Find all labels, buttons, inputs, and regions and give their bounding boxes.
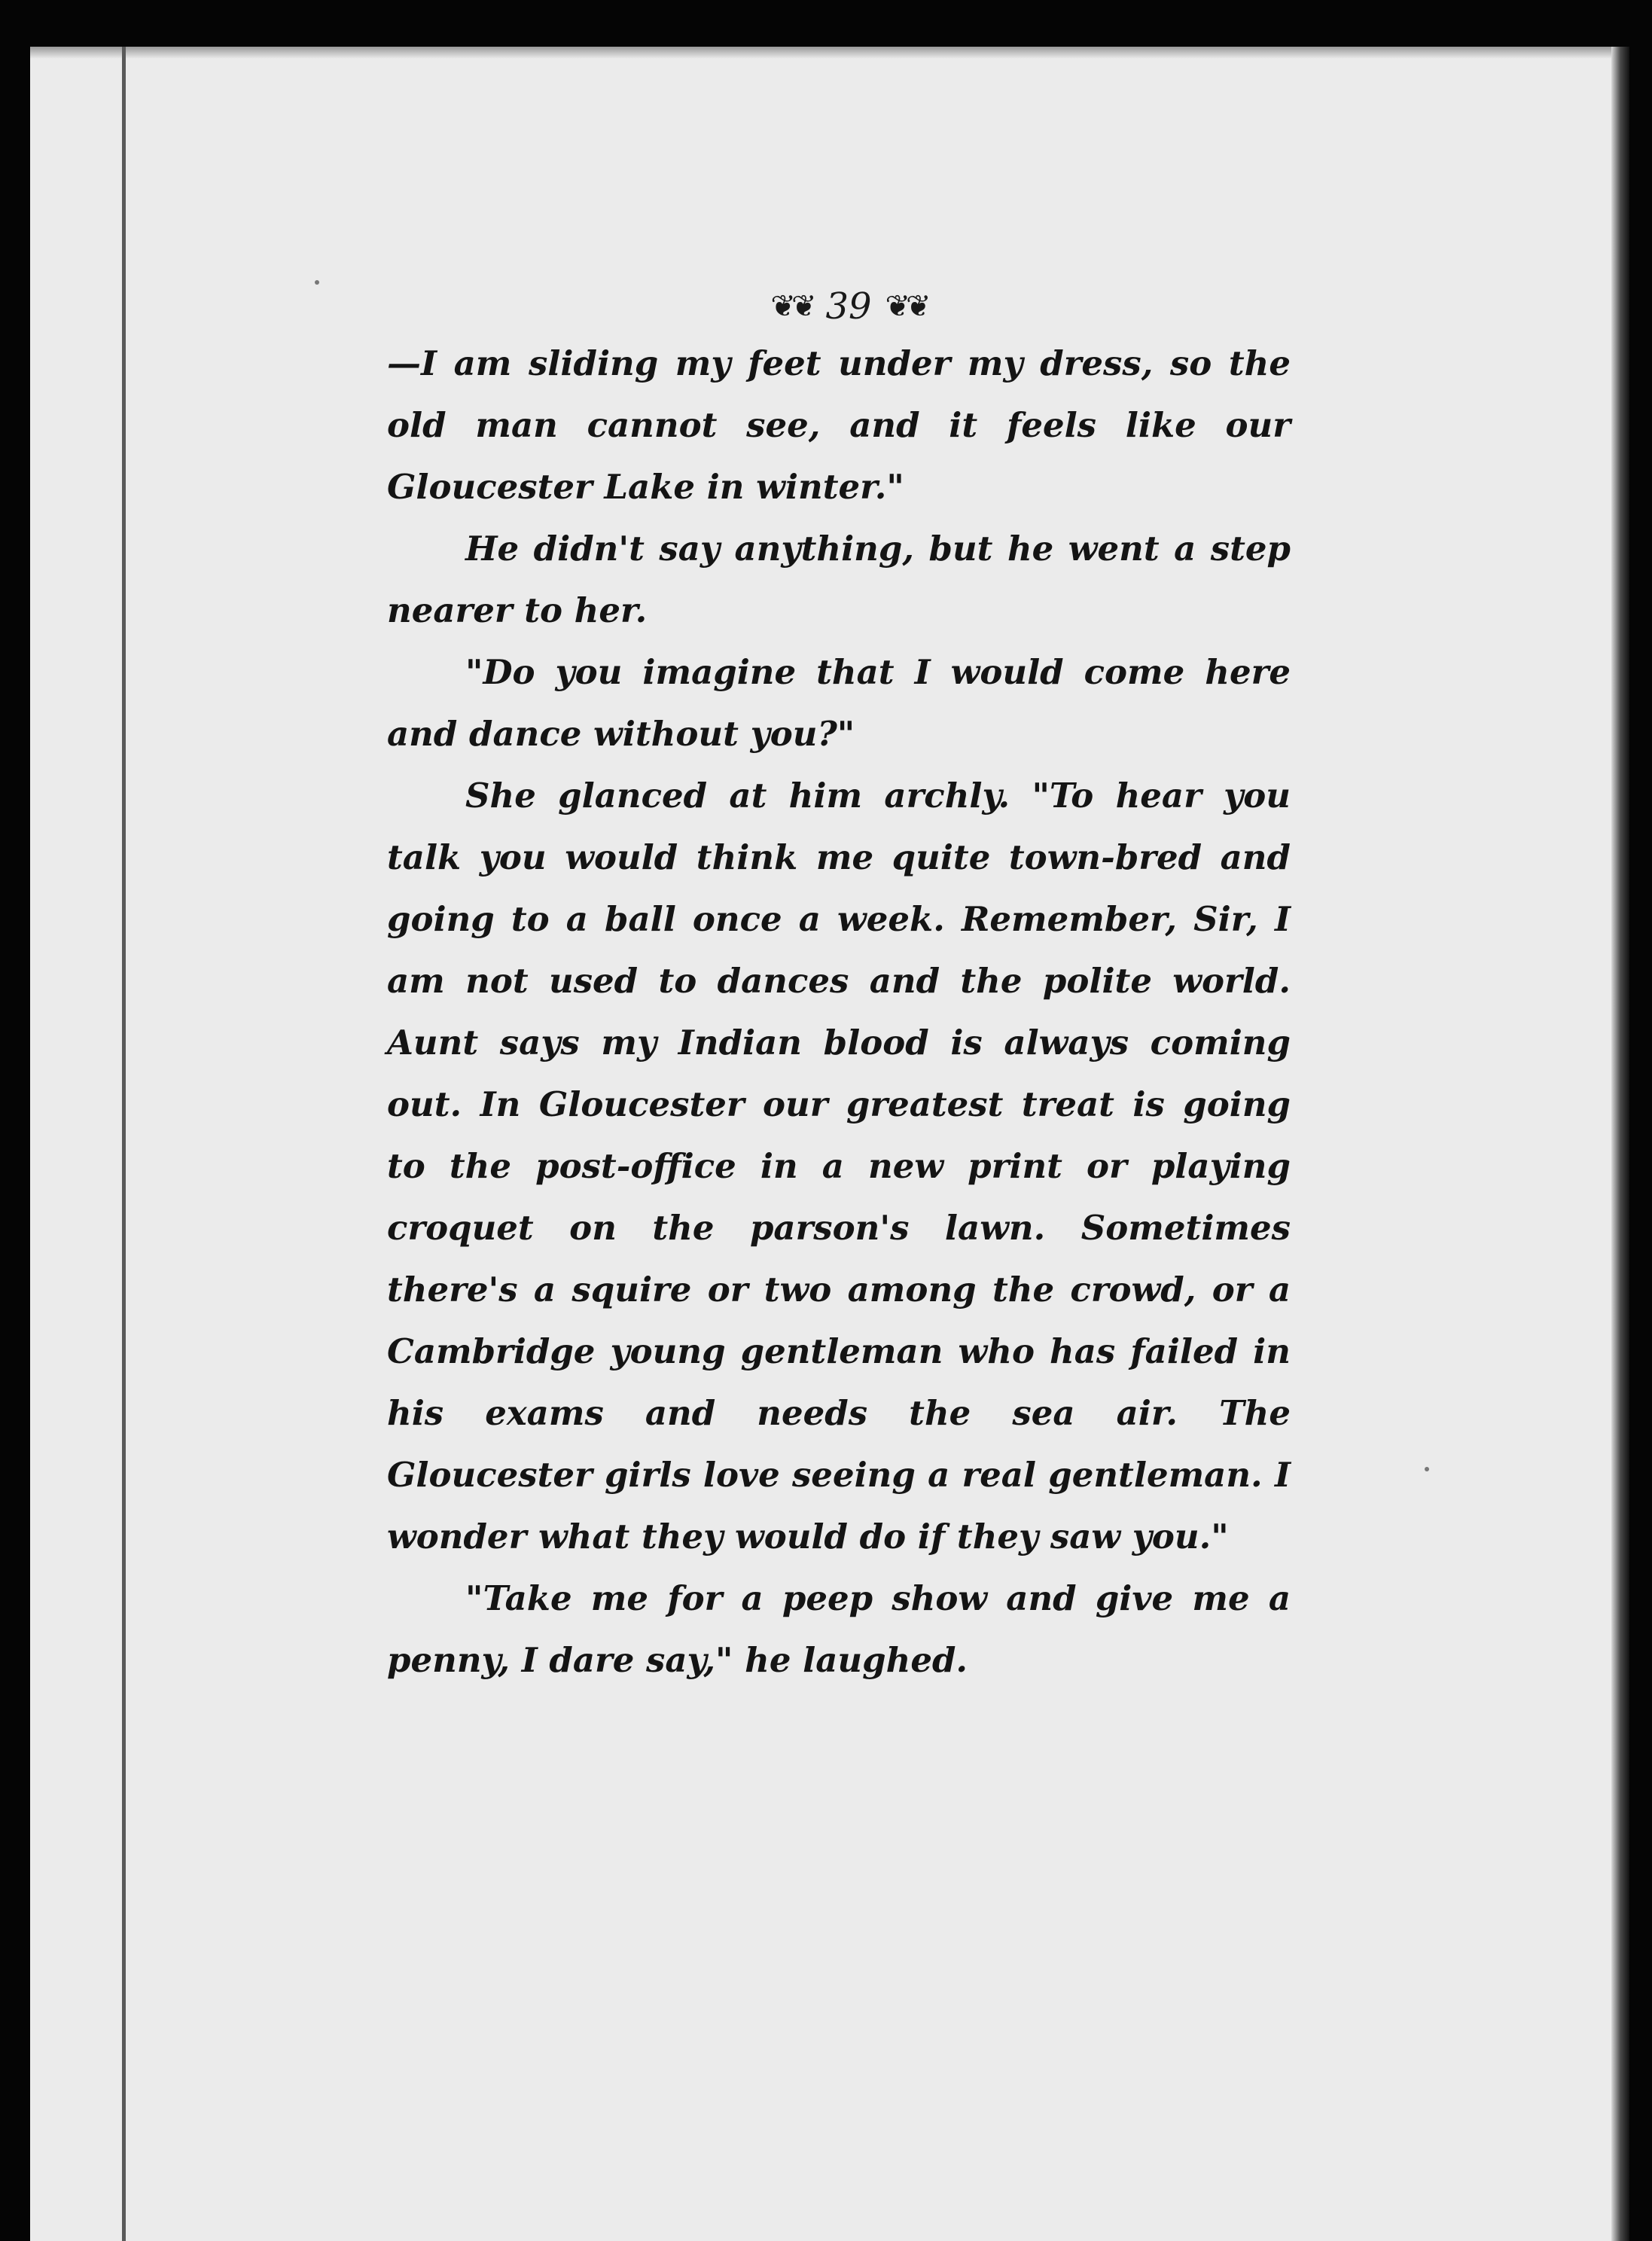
paragraph: "Take me for a peep show and give me a penny, I dare say," he laughed. [387, 1578, 1291, 1680]
paragraph: "Do you imagine that I would come here and dance without you?" [387, 652, 1291, 754]
body-text [387, 333, 1291, 1691]
page-top-shadow [30, 47, 1616, 59]
ornament-right-icon: ❦❦ [885, 289, 927, 324]
page-number: 39 [825, 285, 872, 328]
page-gutter-line [122, 47, 126, 2241]
paper-speck [1425, 1467, 1429, 1471]
paragraph: He didn't say anything, but he went a step nearer to her. [387, 529, 1291, 630]
page-edge-shadow [1611, 47, 1629, 2241]
paragraph: —I am sliding my feet under my dress, so the old man cannot see, and it feels like our Gloucester Lake in winter." [387, 343, 1291, 507]
paragraph: She glanced at him archly. "To hear you talk you would think me quite town-bred and going to a ball once a week. Remember, Sir, I am not used to dances and the polite world. Aunt says my Indian blood is always coming out. In Gloucester our greatest treat is going to the post-office in a new print or playing croquet on the parson's lawn. Sometimes there's a squire or two among the crowd, or a Cambridge young gentleman who has failed in his exams and needs the sea air. The Gloucester girls love seeing a real gentleman. I wonder what they would do if they saw you." [387, 776, 1291, 1557]
ornament-left-icon: ❦❦ [770, 289, 812, 324]
page-header [0, 280, 1652, 333]
